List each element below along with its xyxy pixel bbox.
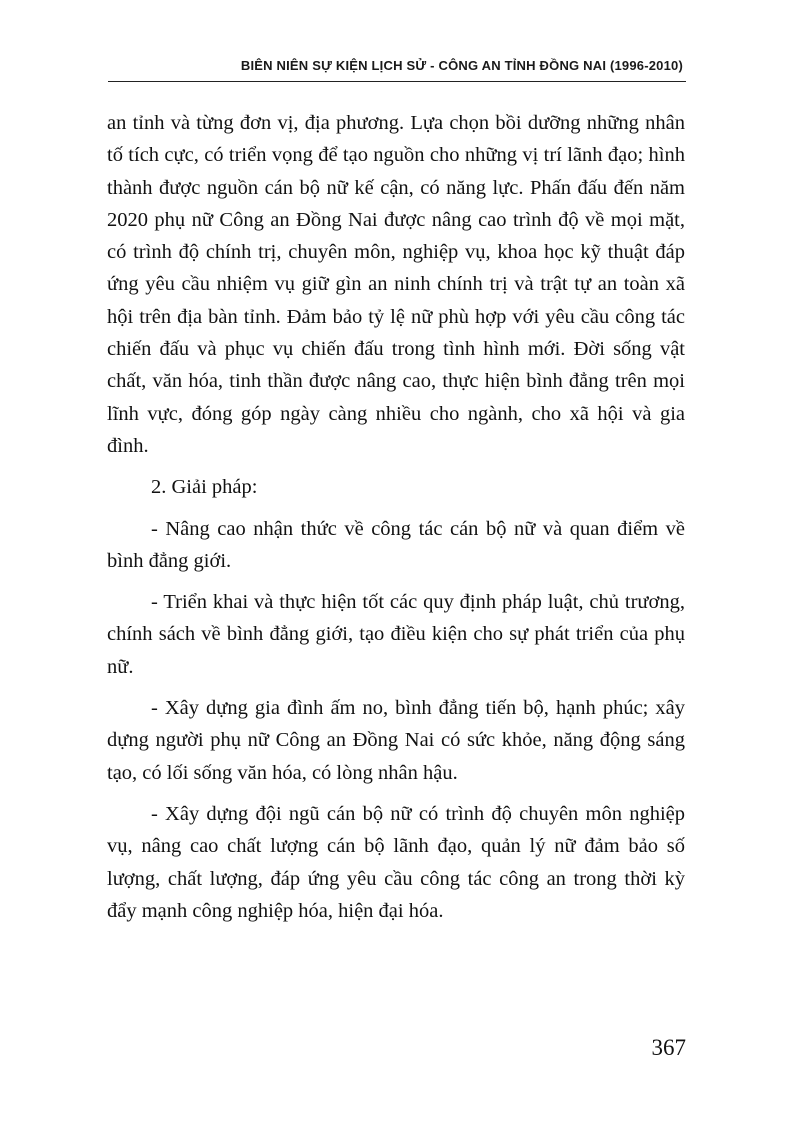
running-header-title: BIÊN NIÊN SỰ KIỆN LỊCH SỬ - CÔNG AN TỈNH ĐỒNG NAI (1996-2010) <box>240 58 683 73</box>
section-heading: 2. Giải pháp: <box>151 476 258 499</box>
bullet-paragraph-3: - Xây dựng gia đình ấm no, bình đẳng tiến bộ, hạnh phúc; xây dựng người phụ nữ Công an Đồng Nai có sức khỏe, năng động sáng tạo, có lối sống văn hóa, có lòng nhân hậu. <box>107 697 685 784</box>
paragraph-continuation: an tỉnh và từng đơn vị, địa phương. Lựa chọn bồi dưỡng những nhân tố tích cực, có triển vọng để tạo nguồn cho những vị trí lãnh đạo; hình thành được nguồn cán bộ nữ kế cận, có năng lực. Phấn đấu đến năm 2020 phụ nữ Công an Đồng Nai được nâng cao trình độ về mọi mặt, có trình độ chính trị, chuyên môn, nghiệp vụ, khoa học kỹ thuật đáp ứng yêu cầu nhiệm vụ giữ gìn an ninh chính trị và trật tự an toàn xã hội trên địa bàn tỉnh. Đảm bảo tỷ lệ nữ phù hợp với yêu cầu công tác chiến đấu và phục vụ chiến đấu trong tình hình mới. Đời sống vật chất, văn hóa, tinh thần được nâng cao, thực hiện bình đẳng trên mọi lĩnh vực, đóng góp ngày càng nhiều cho ngành, cho xã hội và gia đình. <box>107 112 685 457</box>
bullet-paragraph-1: - Nâng cao nhận thức về công tác cán bộ nữ và quan điểm về bình đẳng giới. <box>107 517 685 572</box>
body-text <box>107 107 685 927</box>
bullet-paragraph-4: - Xây dựng đội ngũ cán bộ nữ có trình độ chuyên môn nghiệp vụ, nâng cao chất lượng cán bộ lãnh đạo, quản lý nữ đảm bảo số lượng, chất lượng, đáp ứng yêu cầu công tác công an trong thời kỳ đẩy mạnh công nghiệp hóa, hiện đại hóa. <box>107 802 685 922</box>
header-rule <box>108 81 686 82</box>
bullet-paragraph-2: - Triển khai và thực hiện tốt các quy định pháp luật, chủ trương, chính sách về bình đẳng giới, tạo điều kiện cho sự phát triển của phụ nữ. <box>107 591 685 678</box>
page-number: 367 <box>651 1035 686 1060</box>
